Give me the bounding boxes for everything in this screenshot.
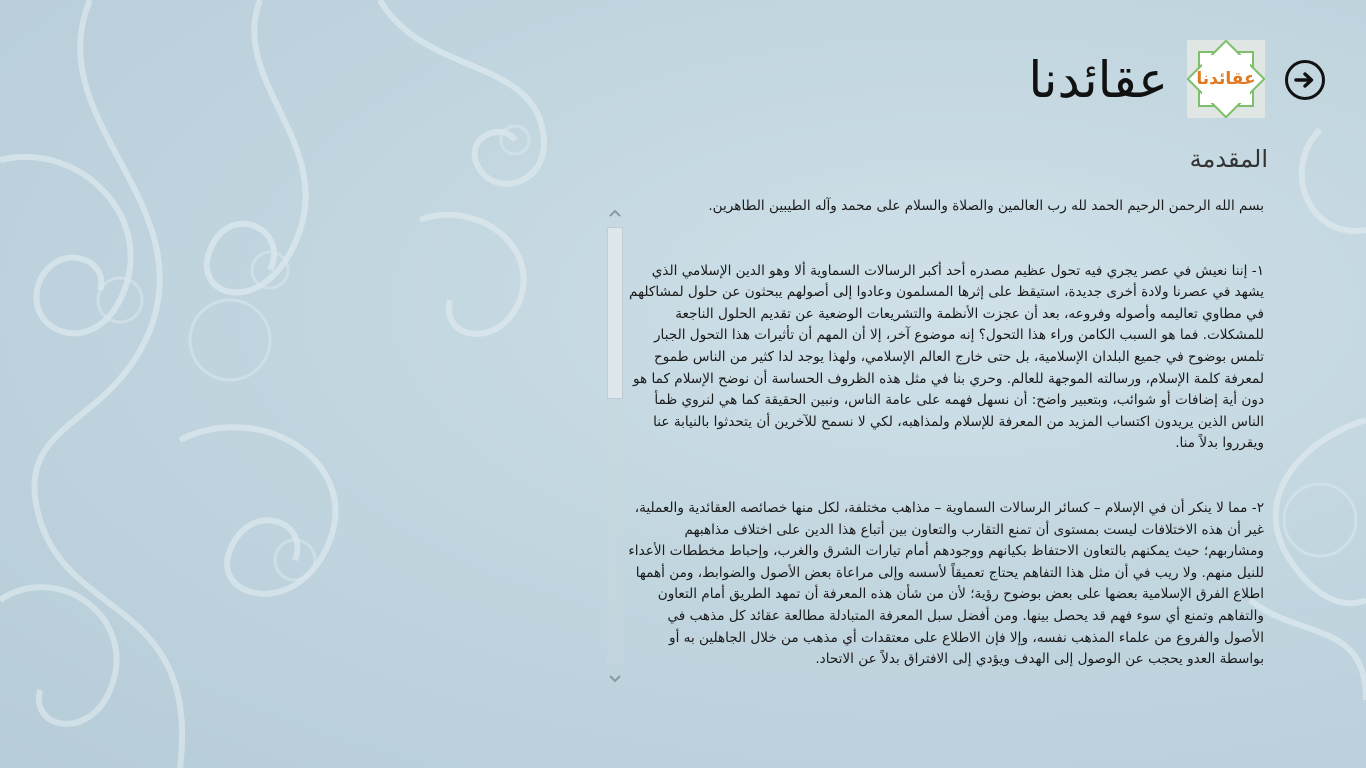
- arrow-right-icon: [1293, 68, 1317, 92]
- vertical-scrollbar[interactable]: [606, 203, 624, 693]
- article-content[interactable]: [624, 193, 1264, 703]
- chevron-up-icon: [608, 208, 622, 218]
- logo-text: عقائدنا: [1196, 69, 1256, 89]
- section-title: المقدمة: [1189, 145, 1268, 173]
- article-paragraph-1: ١- إننا نعيش في عصر يجري فيه تحول عظيم مصدره أحد أكبر الرسالات السماوية ألا وهو الدين الإسلامي الذي يشهد في عصرنا ولادة أخرى جديدة، استيقظ على إثرها المسلمون وعادوا إلى أصولهم يبحثون عن حلول لمشاكلهم في مطاوي تعاليمه وأصوله وفروعه، بعد أن عجزت الأنظمة والتشريعات الوضعية عن تقديم الحلول الناجعة للمشكلات. فما هو السبب الكامن وراء هذا التحول؟ إنه موضوع آخر، إلا أن المهم أن تأثيرات هذا التحول الجبار تلمس بوضوح في جميع البلدان الإسلامية، بل حتى خارج العالم الإسلامي، ولهذا يوجد لدا كثير من الناس طموح لمعرفة كلمة الإسلام، ورسالته الموجهة للعالم. وحري بنا في مثل هذه الظروف الحساسة أن نوضح الإسلام كما هو دون أية إضافات أو شوائب، وبتعبير واضح: أن نسهل فهمه على عامة الناس، ونبين الحقيقة كما هي لنروي ظمأ الناس الذين يريدون اكتساب المزيد من المعرفة للإسلام ولمذاهبه، لكي لا نسمح للآخرين أن يتحدثوا بالنيابة عنا ويقرروا بدلاً منا.: [629, 262, 1264, 452]
- article-intro: بسم الله الرحمن الرحيم الحمد لله رب العالمين والصلاة والسلام على محمد وآله الطيبين الطاهرين.: [708, 198, 1264, 214]
- article-paragraph-2: ٢- مما لا ينكر أن في الإسلام – كسائر الرسالات السماوية – مذاهب مختلفة، لكل منها خصائصه العقائدية والعملية، غير أن هذه الاختلافات ليست بمستوى أن تمنع التقارب والتعاون بين أتباع هذا الدين على اختلاف مذاهبهم ومشاربهم؛ حيث يمكنهم بالتعاون الاحتفاظ بكيانهم ووجودهم أمام تيارات الشرق والغرب، وإحباط مخططات الأعداء للنيل منهم. ولا ريب في أن مثل هذا التفاهم يحتاج تعميقاً لأسسه وإلى مراعاة بعض الأصول والضوابط، ومن أهمها اطلاع الفرق الإسلامية بعضها على بعض بوضوح رؤية؛ لأن من شأن هذه المعرفة أن تمهد الطريق أمام التعاون والتفاهم وتمنع أي سوء فهم قد يحصل بينها. ومن أفضل سبل المعرفة المتبادلة مطالعة عقائد كل مذهب في الأصول والفروع من علماء المذهب نفسه، وإلا فإن الاطلاع على معتقدات أي مذهب من خلال الجاهلين به أو بواسطة العدو يحجب عن الوصول إلى الهدف ويؤدي إلى الافتراق بدلاً عن الاتحاد.: [628, 499, 1264, 668]
- chevron-down-icon: [608, 674, 622, 684]
- page-title: عقائدنا: [1028, 51, 1168, 109]
- scroll-track[interactable]: [607, 225, 623, 665]
- scroll-up-button[interactable]: [606, 203, 624, 223]
- scroll-down-button[interactable]: [606, 669, 624, 689]
- back-button[interactable]: [1285, 60, 1325, 100]
- scroll-thumb[interactable]: [607, 227, 623, 399]
- app-logo: [1187, 40, 1265, 118]
